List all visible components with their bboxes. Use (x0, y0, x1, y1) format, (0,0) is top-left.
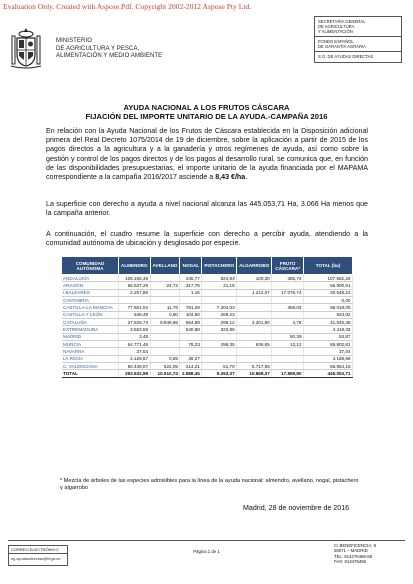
table-cell (180, 333, 202, 340)
table-row (62, 363, 353, 370)
region-name: EXTREMADURA (62, 326, 119, 333)
table-cell: 355,74 (272, 275, 304, 282)
table-cell (150, 289, 180, 296)
department-line: DE GARANTÍA AGRARIA (318, 44, 366, 50)
email-label: CORREO ELECTRÓNICO (9, 546, 67, 554)
table-cell: 245,77 (180, 275, 202, 282)
summary-paragraph: A continuación, el cuadro resume la superficie con derecho a percibir ayuda, atendiendo a la comunidad autónoma de ubicación y desglosado por especie. (46, 230, 368, 248)
table-cell (237, 304, 272, 311)
table-cell: 3.553,59 (119, 326, 151, 333)
table-cell: 564,99 (180, 319, 202, 326)
region-name: CASTILLA-LA MANCHA (62, 304, 119, 311)
table-cell: 50.448,07 (119, 363, 151, 370)
table-cell: 7.204,03 (202, 304, 237, 311)
table-cell: 21,15 (202, 282, 237, 289)
table-cell: 824,93 (202, 275, 237, 282)
table-cell: 17.076,74 (272, 289, 304, 296)
table-cell (150, 297, 180, 304)
surface-paragraph: La superficie con derecho a ayuda a nivel nacional alcanza las 445.053,71 Ha, 3.066 Ha menos que la campaña anterior. (46, 200, 368, 218)
table-cell: 53,87 (304, 333, 353, 340)
table-cell: 0,85 (150, 355, 180, 362)
table-row (62, 319, 353, 326)
table-row (62, 289, 353, 296)
table-cell: 323,86 (202, 326, 237, 333)
table-cell (237, 333, 272, 340)
table-cell: 781,29 (180, 304, 202, 311)
table-cell: 106.155,46 (119, 275, 151, 282)
table-cell (237, 297, 272, 304)
table-cell: 37,04 (119, 348, 151, 355)
table-cell: 269,23 (202, 311, 237, 318)
table-cell (237, 282, 272, 289)
table-cell: 317,75 (180, 282, 202, 289)
table-cell: 3,48 (119, 333, 151, 340)
department-box (314, 16, 402, 63)
table-cell: 1.212,07 (237, 289, 272, 296)
table-row (62, 304, 353, 311)
table-cell: 2.257,86 (119, 289, 151, 296)
table-cell: 3.201,80 (237, 319, 272, 326)
region-name: MURCIA (62, 341, 119, 348)
table-cell (202, 297, 237, 304)
table-cell: 4.128,57 (119, 355, 151, 362)
table-cell: 548,49 (119, 311, 151, 318)
table-cell (150, 348, 180, 355)
region-name: C. VALENCIANA (62, 363, 119, 370)
department-line: DE AGRICULTURA (318, 24, 355, 30)
column-header: FRUTO CÁSCARA* (272, 257, 304, 275)
table-cell (272, 348, 304, 355)
table-cell: 27.525,73 (119, 319, 151, 326)
table-cell (180, 297, 202, 304)
table-cell (202, 355, 237, 362)
table-cell: 37,04 (304, 348, 353, 355)
region-name: CASTILLA Y LEÓN (62, 311, 119, 318)
table-cell: 20.548,23 (304, 289, 353, 296)
table-cell (272, 363, 304, 370)
region-name: ARAGÓN (62, 282, 119, 289)
table-cell (272, 311, 304, 318)
table-cell: 1,16 (180, 289, 202, 296)
table-cell: 11,76 (150, 304, 180, 311)
table-cell (202, 289, 237, 296)
column-header: COMUNIDAD AUTÓNOMA (62, 257, 119, 275)
region-name: CANTABRIA (62, 297, 119, 304)
table-cell: 17.859,80 (272, 370, 304, 378)
table-cell (150, 326, 180, 333)
table-body (62, 275, 353, 370)
column-header: ALGARROBO (237, 257, 272, 275)
column-header: TOTAL (ha) (304, 257, 353, 275)
table-row (62, 341, 353, 348)
page-number: Página 1 de 1 (193, 549, 220, 554)
column-header: PISTACHERO (202, 257, 237, 275)
department-line: Y ALIMENTACIÓN (318, 29, 353, 35)
table-cell: 4.418,33 (304, 326, 353, 333)
spanish-coat-of-arms-icon (9, 26, 43, 72)
table-cell: 13,12 (272, 341, 304, 348)
table-cell: 100,30 (237, 275, 272, 282)
region-name: LA RIOJA (62, 355, 119, 362)
table-cell: 522,05 (150, 363, 180, 370)
table-cell: 214,21 (180, 363, 202, 370)
ministry-line: DE AGRICULTURA Y PESCA, (56, 45, 140, 52)
department-cell (315, 17, 401, 37)
table-cell (272, 355, 304, 362)
table-cell: 359,03 (272, 304, 304, 311)
table-header-row (62, 257, 353, 275)
ministry-line: ALIMENTACIÓN Y MEDIO AMBIENTE (56, 53, 163, 59)
table-cell: 5.717,55 (237, 363, 272, 370)
table-row (62, 333, 353, 340)
table-row (62, 348, 353, 355)
table-cell: 78,23 (180, 341, 202, 348)
evaluation-watermark: Evaluation Only. Created with Aspose.Pdf. Copyright 2002-2012 Aspose Pty Ltd. (3, 2, 252, 11)
table-cell: 56.900,91 (304, 282, 353, 289)
table-total-row (62, 370, 353, 378)
table-row (62, 282, 353, 289)
table-row (62, 297, 353, 304)
table-cell (237, 355, 272, 362)
table-cell: 24,72 (150, 282, 180, 289)
table-cell: 4.168,69 (304, 355, 353, 362)
column-header: AVELLANO (150, 257, 180, 275)
table-cell: 445.053,71 (304, 370, 353, 378)
table-cell: 299,12 (202, 319, 237, 326)
table-cell (119, 297, 151, 304)
document-date: Madrid, 28 de noviembre de 2016 (243, 504, 350, 512)
table-cell: 77.661,04 (119, 304, 151, 311)
ministry-line: MINISTERIO (56, 38, 93, 44)
table-cell: 2.888,45 (181, 371, 200, 377)
footnote: * Mezcla de árboles de las especies admisibles para la línea de la ayuda nacional: almendro, avellano, nogal, pistachero y algarrobo (60, 478, 359, 491)
region-name: ANDALUCÍA (62, 275, 119, 282)
table-cell (272, 282, 304, 289)
column-header: ALMENDRO (119, 257, 151, 275)
department-cell (315, 37, 401, 52)
table-cell: 0,80 (150, 311, 180, 318)
table-cell (202, 333, 237, 340)
department-line: S.G. DE AYUDAS DIRECTAS (318, 54, 374, 60)
department-line: SECRETARÍA GENERAL (318, 19, 366, 24)
table-cell: 4,78 (272, 319, 304, 326)
table-cell: 636,65 (237, 341, 272, 348)
table-cell: 56.954,18 (304, 363, 353, 370)
table-cell: 64.771,46 (119, 341, 151, 348)
ministry-name (56, 38, 162, 61)
table-cell (202, 348, 237, 355)
table-cell: 10.510,74 (150, 370, 180, 378)
table-cell: 50,39 (272, 333, 304, 340)
table-cell: 10.868,37 (237, 370, 272, 378)
table-cell (272, 326, 304, 333)
table-cell (272, 297, 304, 304)
document-subtitle: FIJACIÓN DEL IMPORTE UNITARIO DE LA AYUDA.-CAMPAÑA 2016 (85, 112, 328, 121)
table-cell: 923,02 (304, 311, 353, 318)
footer-divider (8, 540, 405, 541)
table-cell: 41.546,38 (304, 319, 353, 326)
table-cell: 299,35 (202, 341, 237, 348)
table-cell: 9.949,96 (150, 319, 180, 326)
table-row (62, 311, 353, 318)
unit-amount: 8,43 €/ha (215, 173, 246, 182)
table-row (62, 355, 353, 362)
table-cell (150, 333, 180, 340)
region-name: CATALUÑA (62, 319, 119, 326)
table-cell: 51,70 (202, 363, 237, 370)
table-cell: 39,27 (180, 355, 202, 362)
table-cell (237, 311, 272, 318)
table-cell: TOTAL (62, 370, 119, 378)
table-cell: 107.682,20 (304, 275, 353, 282)
table-cell: 393.632,98 (119, 370, 151, 378)
table-cell (180, 348, 202, 355)
table-cell: 65.802,81 (304, 341, 353, 348)
table-cell: 86.018,05 (304, 304, 353, 311)
table-cell (150, 275, 180, 282)
region-name: I.BALEARES (62, 289, 119, 296)
department-line: FONDO ESPAÑOL (318, 39, 354, 45)
footer-address: C/ BENEFICENCIA, 8 28071 – MADRID TEL: 913476466-68 FAX: 913476465 (334, 543, 377, 565)
region-name: MADRID (62, 333, 119, 340)
document-title: AYUDA NACIONAL A LOS FRUTOS CÁSCARA (123, 103, 290, 112)
table-cell (237, 348, 272, 355)
column-header: NOGAL (180, 257, 202, 275)
table-cell (150, 341, 180, 348)
table-cell: 56.537,29 (119, 282, 151, 289)
table-row (62, 275, 353, 282)
table-cell: 9.293,37 (202, 370, 237, 378)
surface-table (61, 256, 353, 378)
table-cell: 0,00 (304, 297, 353, 304)
department-cell (315, 52, 401, 61)
table-cell: 104,50 (180, 311, 202, 318)
region-name: NAVARRA (62, 348, 119, 355)
email-link[interactable]: sg.ayudasdirectas@fega.es (11, 556, 61, 561)
table-cell (237, 326, 272, 333)
intro-text: En relación con la Ayuda Nacional de los Frutos de Cáscara establecida en la Disposición adicional primera del Real Decreto 1075/2014 de 19 de diciembre, sobre la aplicación a partir de 2015 de los pagos directos a la agricultura y a la ganadería y otros regímenes de ayuda, así como sobre la gestión y control de los pagos directos y de los pagos al desarrollo rural, se comunica que, en función de las disponibilidades presupuestarias, el importe unitario de la ayuda financiada por el MAPAMA correspondiente a la campaña 2016/2017 asciende a (46, 127, 368, 182)
table-row (62, 326, 353, 333)
intro-paragraph: En relación con la Ayuda Nacional de los Frutos de Cáscara establecida en la Disposición adicional primera del Real Decreto 1075/2014 de 19 de diciembre, sobre la aplicación a partir de 2015 de los pagos directos a la agricultura y a la ganadería y otros regímenes de ayuda, así como sobre la gestión y control de los pagos directos y de los pagos al desarrollo rural, se comunica que, en función de las disponibilidades presupuestarias, el importe unitario de la ayuda financiada por el MAPAMA correspondiente a la campaña 2016/2017 asciende a 8,43 €/ha. (46, 127, 368, 182)
table-cell: 540,88 (180, 326, 202, 333)
